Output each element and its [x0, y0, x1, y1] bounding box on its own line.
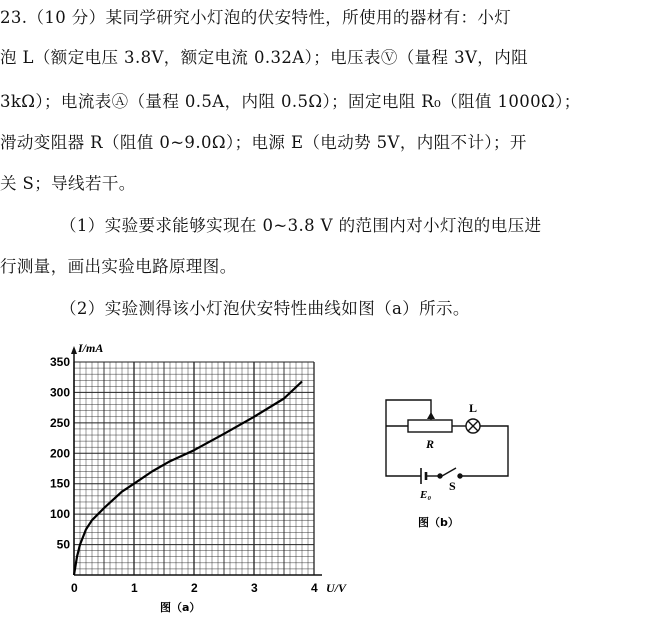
x-tick-label: 4 [311, 581, 318, 595]
label-L: L [469, 401, 478, 415]
problem-line-5: 关 S；导线若干。 [0, 174, 136, 193]
y-tick-label: 150 [49, 476, 70, 491]
y-axis-label: I/mA [78, 341, 104, 355]
y-tick-label: 50 [56, 537, 70, 552]
y-tick-label: 300 [49, 385, 70, 400]
x-tick-label: 0 [71, 581, 78, 595]
slider-arrow [427, 412, 435, 419]
x-tick-label: 3 [251, 581, 258, 595]
circuit-diagram [376, 392, 526, 542]
y-tick-label: 200 [49, 446, 70, 461]
figure-b-caption: 图（b） [418, 516, 459, 529]
figure-a [36, 338, 366, 622]
left-wire [386, 426, 421, 476]
label-E0: E₀ [420, 489, 432, 501]
rheostat-R [408, 420, 452, 432]
problem-line-3: 3kΩ）；电流表Ⓐ（量程 0.5A，内阻 0.5Ω）；固定电阻 R₀（阻值 1000Ω）； [0, 92, 581, 111]
label-R: R [426, 437, 435, 451]
question-1-line-1: （1）实验要求能够实现在 0~3.8 V 的范围内对小灯泡的电压进 [60, 216, 542, 235]
figure-b [376, 392, 526, 546]
x-tick-label: 2 [191, 581, 198, 595]
x-axis-label: U/V [326, 581, 347, 595]
label-S: S [449, 479, 456, 493]
problem-line-4: 滑动变阻器 R（阻值 0~9.0Ω）；电源 E（电动势 5V，内阻不计）；开 [0, 133, 527, 152]
question-2-line-1: （2）实验测得该小灯泡伏安特性曲线如图（a）所示。 [60, 299, 470, 318]
figure-a-caption: 图（a） [160, 601, 201, 614]
y-tick-label: 100 [49, 507, 70, 522]
y-tick-label: 350 [49, 355, 70, 369]
y-axis-arrow [71, 346, 77, 354]
x-tick-label: 1 [131, 581, 138, 595]
y-tick-label: 250 [49, 415, 70, 430]
right-wire [461, 426, 508, 476]
iv-curve-chart [36, 338, 366, 618]
problem-line-1: 23.（10 分）某同学研究小灯泡的伏安特性，所使用的器材有：小灯 [0, 8, 512, 27]
problem-line-2: 泡 L（额定电压 3.8V，额定电流 0.32A）；电压表Ⓥ（量程 3V，内阻 [0, 48, 529, 67]
question-1-line-2: 行测量，画出实验电路原理图。 [0, 257, 237, 276]
